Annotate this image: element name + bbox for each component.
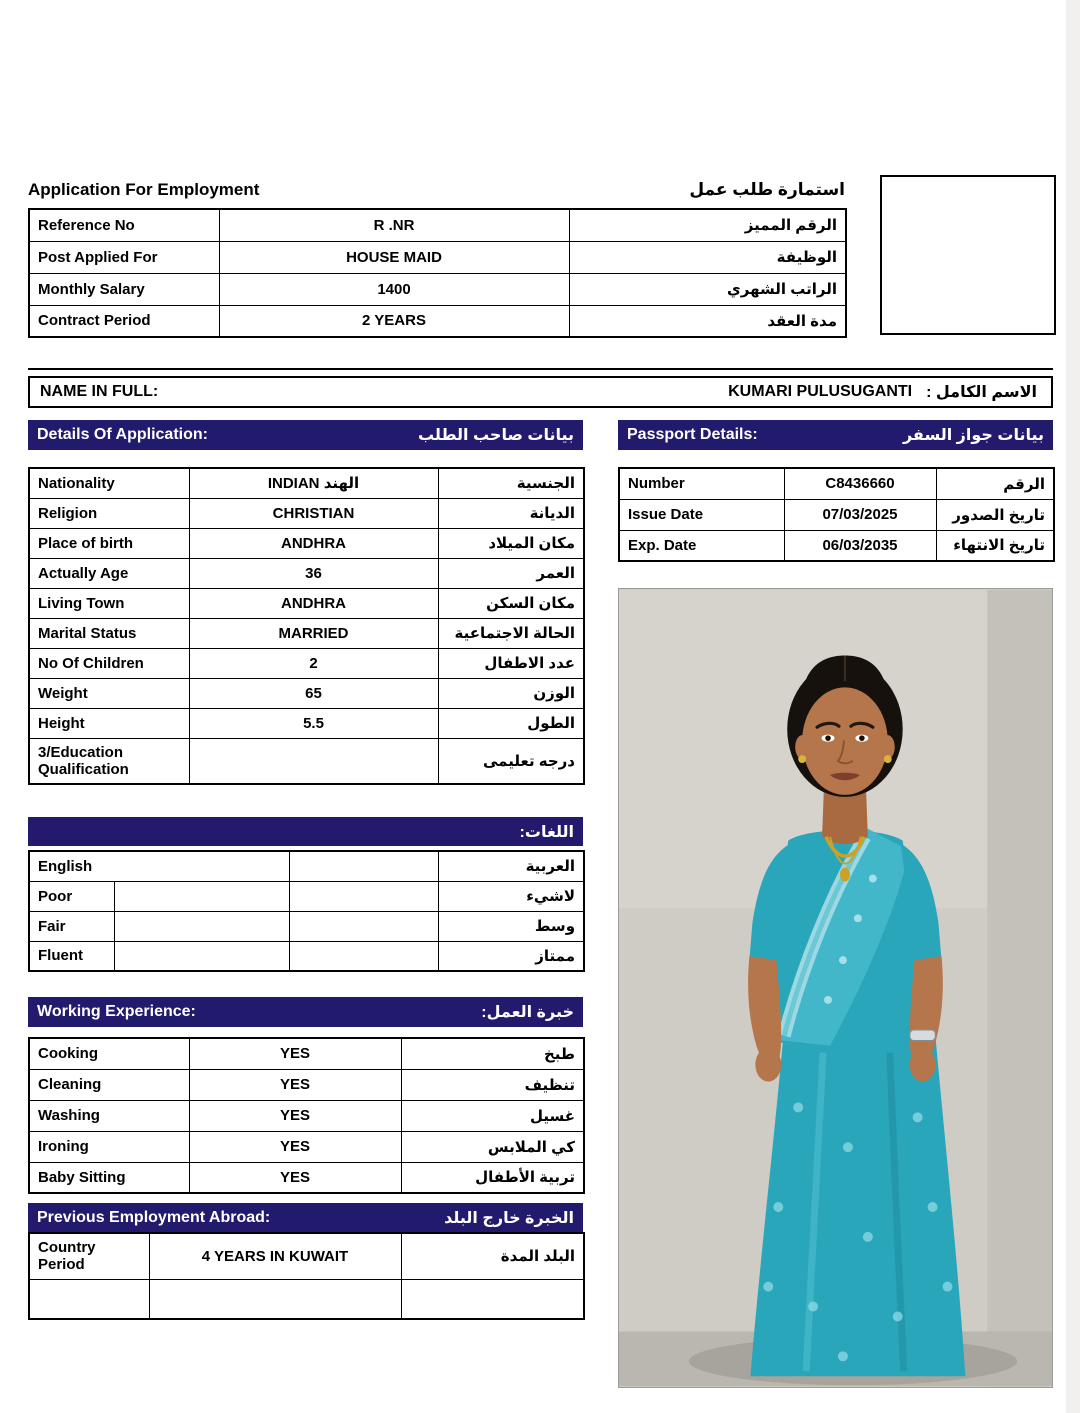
field-label-ar: وسط [438,911,584,941]
name-value: KUMARI PULUSUGANTI [728,383,913,400]
section-title-en: Working Experience: [37,1003,196,1020]
field-value: YES [189,1100,401,1131]
field-value: 06/03/2035 [784,530,936,561]
field-label-ar: عدد الاطفال [438,648,584,678]
passport-table [618,467,1055,562]
field-value: 2 [189,648,438,678]
field-value [149,1279,401,1319]
details-section-header [28,420,583,450]
field-label-en: Issue Date [619,499,784,530]
section-title-en: Previous Employment Abroad: [37,1208,271,1226]
field-label-en: Height [29,708,189,738]
field-label-ar: العربية [438,851,584,881]
field-value: 2 YEARS [219,305,569,337]
field-label-ar: كي الملابس [401,1131,584,1162]
field-label-en: Baby Sitting [29,1162,189,1193]
field-label-ar: درجه تعليمى [438,738,584,784]
field-label-ar: غسيل [401,1100,584,1131]
languages-table [28,850,585,972]
field-value: CHRISTIAN [189,498,438,528]
field-label-ar: الرقم [936,468,1054,499]
field-label-ar: الحالة الاجتماعية [438,618,584,648]
field-label-ar: الوزن [438,678,584,708]
field-label-ar: الراتب الشهري [569,273,846,305]
section-title-ar: خبرة العمل: [481,1004,574,1021]
table-row [619,530,1054,561]
field-label-en: Fair [29,911,114,941]
field-label-ar: تنظيف [401,1069,584,1100]
field-label-en: Place of birth [29,528,189,558]
field-label-ar: مكان الميلاد [438,528,584,558]
table-row [29,941,584,971]
previous-employment-section-header [28,1203,583,1232]
name-label-en: NAME IN FULL: [40,383,159,400]
application-summary-table [28,208,847,338]
applicant-photo [618,588,1053,1388]
table-row [29,851,584,881]
name-in-full-row [28,376,1053,408]
table-row [29,1069,584,1100]
divider-line [28,368,1053,370]
field-label-en: Country Period [29,1233,149,1279]
section-title-en: Details Of Application: [37,426,208,443]
languages-section-header [28,817,583,846]
field-label-ar: الوظيفة [569,241,846,273]
table-row [29,273,846,305]
scan-edge-shade [1066,0,1080,1413]
field-value [114,941,289,971]
form-title-en: Application For Employment [28,180,260,199]
field-value: ANDHRA [189,588,438,618]
field-value: YES [189,1038,401,1069]
field-label-ar: تربية الأطفال [401,1162,584,1193]
field-label-ar: ممتاز [438,941,584,971]
field-value: 36 [189,558,438,588]
applicant-figure-illustration [619,589,1052,1387]
table-row [29,911,584,941]
field-value: ANDHRA [189,528,438,558]
table-row [29,468,584,498]
table-row [29,1279,584,1319]
field-value: 1400 [219,273,569,305]
field-value [289,851,438,881]
name-label-ar: الاسم الكامل : [926,384,1037,401]
experience-section-header [28,997,583,1027]
table-row [29,1038,584,1069]
field-label-en: Cooking [29,1038,189,1069]
field-label-en: English [29,851,289,881]
details-table [28,467,585,785]
table-row [29,678,584,708]
field-label-ar: البلد المدة [401,1233,584,1279]
field-value: 4 YEARS IN KUWAIT [149,1233,401,1279]
field-label-en: Actually Age [29,558,189,588]
field-label-en: Religion [29,498,189,528]
field-label-en: Living Town [29,588,189,618]
table-row [29,1100,584,1131]
field-value: YES [189,1131,401,1162]
field-label-en: Exp. Date [619,530,784,561]
section-title-ar: الخبرة خارج البلد [444,1209,574,1227]
section-title-ar: اللغات: [519,823,574,841]
table-row [29,1233,584,1279]
field-value: 65 [189,678,438,708]
passport-section-header [618,420,1053,450]
table-row [619,468,1054,499]
field-label-en: Cleaning [29,1069,189,1100]
section-title-en: Passport Details: [627,426,758,443]
table-row [619,499,1054,530]
field-label-ar: الديانة [438,498,584,528]
section-title-ar: بيانات جواز السفر [902,427,1044,444]
table-row [29,305,846,337]
field-value [114,911,289,941]
field-label-en: No Of Children [29,648,189,678]
field-label-en: Poor [29,881,114,911]
name-right-cluster [728,382,1041,402]
field-label-en: Nationality [29,468,189,498]
field-label-ar [401,1279,584,1319]
table-row [29,648,584,678]
table-row [29,738,584,784]
field-label-en: Reference No [29,209,219,241]
field-label-en: Weight [29,678,189,708]
field-label-en: Washing [29,1100,189,1131]
field-label-en: Fluent [29,941,114,971]
field-label-en: Ironing [29,1131,189,1162]
table-row [29,558,584,588]
field-value: INDIAN الهند [189,468,438,498]
field-value: 07/03/2025 [784,499,936,530]
field-label-ar: مدة العقد [569,305,846,337]
field-label-ar: طبخ [401,1038,584,1069]
field-value [289,911,438,941]
field-label-ar: مكان السكن [438,588,584,618]
field-label-ar: لاشيء [438,881,584,911]
field-value: HOUSE MAID [219,241,569,273]
photo-placeholder-box [880,175,1056,335]
field-label-ar: تاريخ الانتهاء [936,530,1054,561]
table-row [29,881,584,911]
previous-employment-table [28,1232,585,1320]
form-title-ar: استمارة طلب عمل [689,180,845,199]
field-label-ar: الطول [438,708,584,738]
table-row [29,618,584,648]
field-label-en [29,1279,149,1319]
field-value: C8436660 [784,468,936,499]
section-title-ar: بيانات صاحب الطلب [417,427,574,444]
table-row [29,241,846,273]
field-label-ar: العمر [438,558,584,588]
field-value [189,738,438,784]
table-row [29,1162,584,1193]
table-row [29,209,846,241]
field-label-en: Post Applied For [29,241,219,273]
field-label-en: 3/Education Qualification [29,738,189,784]
field-label-en: Number [619,468,784,499]
field-label-en: Contract Period [29,305,219,337]
field-value: 5.5 [189,708,438,738]
table-row [29,528,584,558]
table-row [29,708,584,738]
field-label-ar: الجنسية [438,468,584,498]
field-value: YES [189,1069,401,1100]
field-value: YES [189,1162,401,1193]
field-value: R .NR [219,209,569,241]
field-label-en: Monthly Salary [29,273,219,305]
table-row [29,588,584,618]
field-value [289,941,438,971]
field-label-ar: الرقم المميز [569,209,846,241]
experience-table [28,1037,585,1194]
field-label-ar: تاريخ الصدور [936,499,1054,530]
field-value: MARRIED [189,618,438,648]
field-label-en: Marital Status [29,618,189,648]
table-row [29,498,584,528]
form-title-row [28,180,845,200]
table-row [29,1131,584,1162]
field-value [289,881,438,911]
field-value [114,881,289,911]
